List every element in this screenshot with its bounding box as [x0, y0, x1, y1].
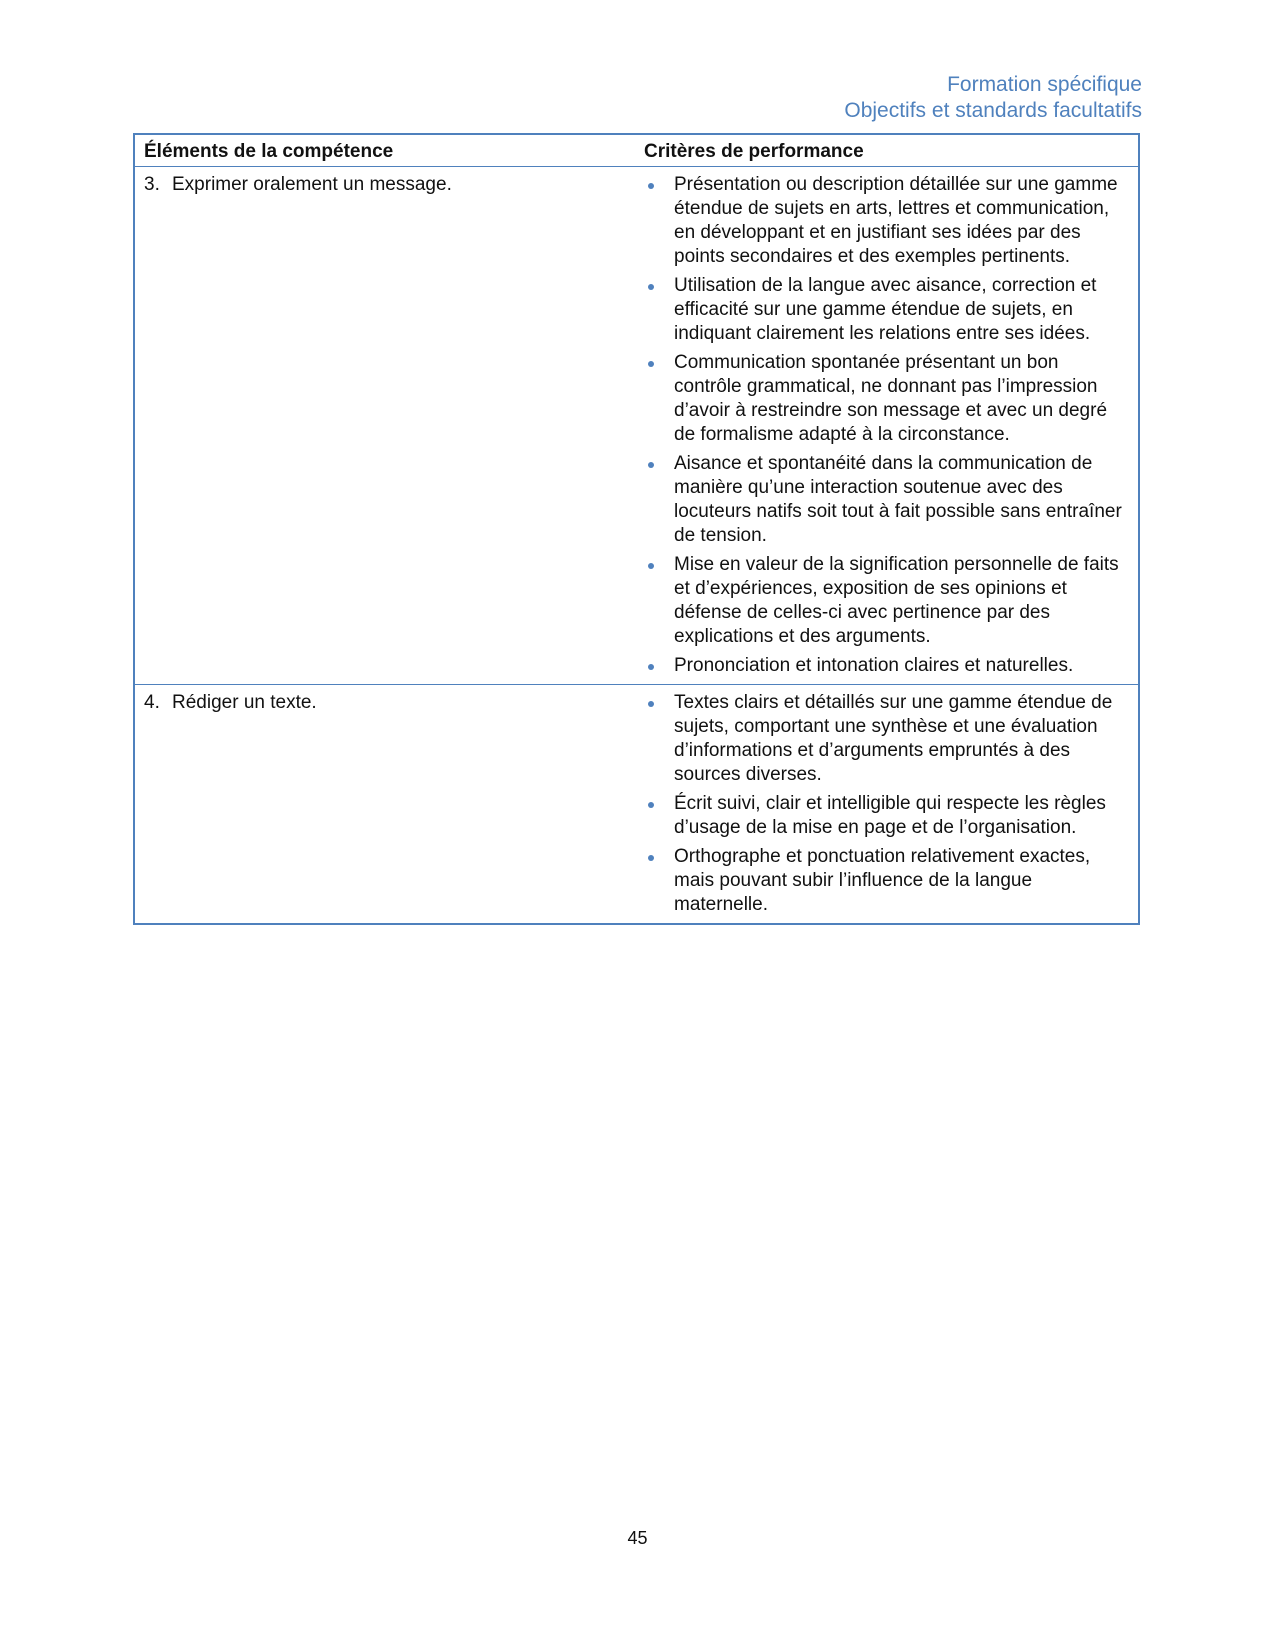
criterion-text: Textes clairs et détaillés sur une gamme étendue de sujets, comportant une synthèse et une évaluation d’informations et d’arguments empruntés à des sources diverses.: [674, 692, 1113, 785]
running-header: [844, 72, 1142, 124]
criteria-cell: [635, 167, 1138, 685]
list-item: [644, 845, 1130, 917]
bullet-icon: [648, 284, 654, 290]
criterion-text: Utilisation de la langue avec aisance, correction et efficacité sur une gamme étendue de sujets, en indiquant clairement les relations entre ses idées.: [674, 275, 1097, 344]
bullet-icon: [648, 664, 654, 670]
criterion-text: Orthographe et ponctuation relativement exactes, mais pouvant subir l’influence de la langue maternelle.: [674, 846, 1091, 915]
header-line-2: Objectifs et standards facultatifs: [844, 99, 1142, 122]
bullet-icon: [648, 462, 654, 468]
list-item: [644, 553, 1130, 649]
criterion-text: Communication spontanée présentant un bon contrôle grammatical, ne donnant pas l’impression d’avoir à restreindre son message et avec un degré de formalisme adapté à la circonstance.: [674, 352, 1108, 445]
bullet-icon: [648, 855, 654, 861]
list-item: [644, 654, 1130, 678]
bullet-icon: [648, 802, 654, 808]
list-item: [644, 691, 1130, 787]
element-cell: [135, 167, 635, 685]
element-text: Rédiger un texte.: [172, 692, 317, 713]
bullet-icon: [648, 701, 654, 707]
element-cell: [135, 685, 635, 924]
competence-table: [133, 133, 1140, 925]
bullet-icon: [648, 563, 654, 569]
criterion-text: Écrit suivi, clair et intelligible qui respecte les règles d’usage de la mise en page et de l’organisation.: [674, 793, 1106, 838]
element-number: 3.: [144, 174, 160, 195]
header-line-1: Formation spécifique: [947, 73, 1142, 96]
bullet-icon: [648, 361, 654, 367]
criterion-text: Présentation ou description détaillée sur une gamme étendue de sujets en arts, lettres et communication, en développant et en justifiant ses idées par des points secondaires et des exemples pertinents.: [674, 174, 1118, 267]
list-item: [644, 351, 1130, 447]
table-row: [135, 167, 1138, 685]
list-item: [644, 792, 1130, 840]
page-number: 45: [627, 1528, 648, 1548]
criteria-list: [644, 173, 1130, 678]
table-row: [135, 685, 1138, 924]
bullet-icon: [648, 183, 654, 189]
list-item: [644, 173, 1130, 269]
list-item: [644, 274, 1130, 346]
list-item: [644, 452, 1130, 548]
element-text: Exprimer oralement un message.: [172, 174, 452, 195]
table-header-row: [135, 135, 1138, 167]
element-number: 4.: [144, 692, 160, 713]
criterion-text: Mise en valeur de la signification personnelle de faits et d’expériences, exposition de ses opinions et défense de celles-ci avec pertinence par des explications et des arguments.: [674, 554, 1119, 647]
column-header-elements: Éléments de la compétence: [135, 135, 635, 167]
criterion-text: Prononciation et intonation claires et naturelles.: [674, 655, 1074, 676]
criteria-list: [644, 691, 1130, 917]
column-header-criteria: Critères de performance: [635, 135, 1138, 167]
criterion-text: Aisance et spontanéité dans la communication de manière qu’une interaction soutenue avec des locuteurs natifs soit tout à fait possible sans entraîner de tension.: [674, 453, 1122, 546]
criteria-cell: [635, 685, 1138, 924]
